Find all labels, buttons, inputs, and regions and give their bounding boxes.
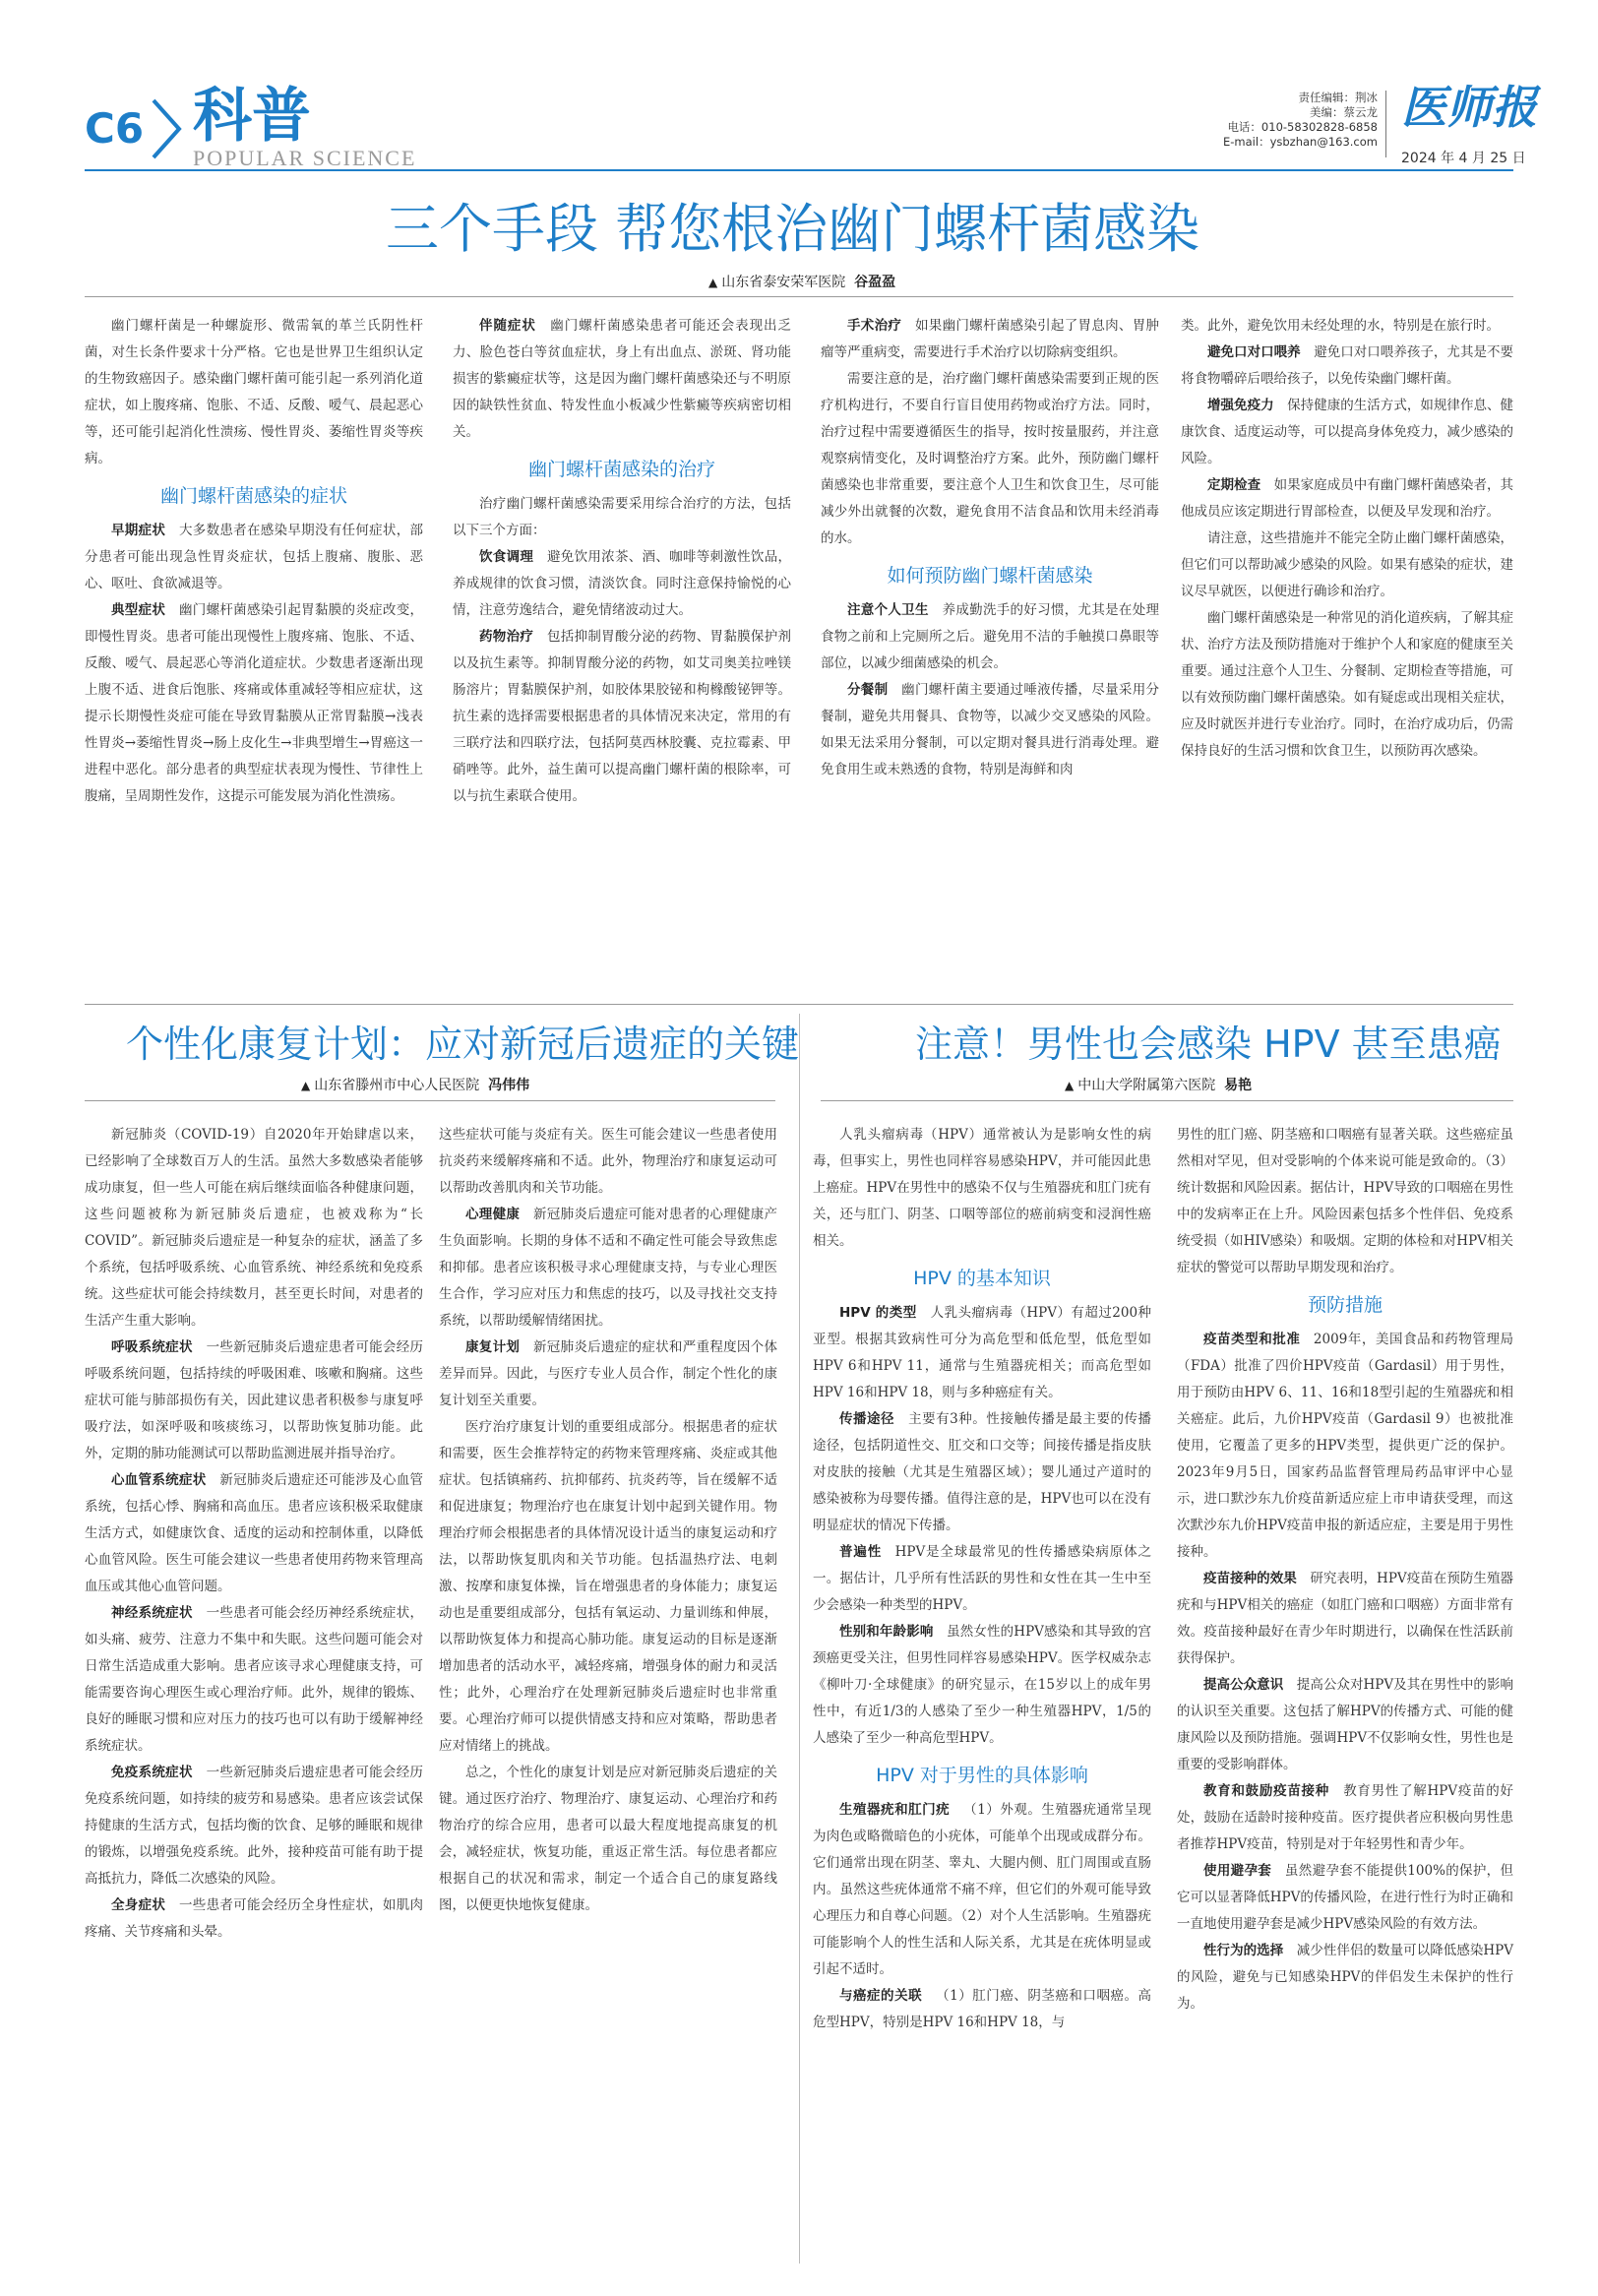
paragraph-text: 需要注意的是，治疗幽门螺杆菌感染需要到正规的医疗机构进行，不要自行盲目使用药物或治疗方法。同时，治疗过程中需要遵循医生的指导，按时按量服药，并注意观察病情变化，及时调整治疗方案。此外，预防幽门螺杆菌感染也非常重要，要注意个人卫生和饮食卫生，尽可能减少外出就餐的次数，避免食用不洁食品和饮用未经消毒的水。 [821,371,1159,546]
paragraph [439,1122,777,1202]
editor-contacts [1208,91,1378,150]
article-column [821,313,1159,783]
article-title: 三个手段 帮您根治幽门螺杆菌感染 [386,198,1200,260]
paragraph [1177,1672,1513,1778]
paragraph [1181,472,1513,526]
paragraph-lead: 增强免疫力 [1207,398,1274,413]
article-title: 个性化康复计划：应对新冠后遗症的关键 [126,1023,800,1066]
paragraph-lead: 呼吸系统症状 [111,1339,193,1355]
section-heading: HPV 对于男性的具体影响 [876,1765,1088,1786]
paragraph [85,1760,423,1893]
paragraph [813,1122,1151,1255]
byline-org: 中山大学附属第六医院 [1077,1078,1216,1093]
header-rule [85,169,1513,171]
paragraph-text: 减少性伴侣的数量可以降低感染HPV的风险，避免与已知感染HPV的伴侣发生未保护的性行为。 [1177,1943,1514,2012]
paragraph [453,313,791,446]
byline-marker: ▲ [1065,1079,1075,1092]
page-number: C6 [85,104,145,153]
paragraph-lead: 伴随症状 [479,318,536,334]
paragraph-text: 新冠肺炎后遗症的症状和严重程度因个体差异而异。因此，与医疗专业人员合作，制定个性化的康复计划至关重要。 [439,1339,778,1408]
contact-line: 美编：蔡云龙 [1310,105,1378,119]
paragraph-lead: 与癌症的关联 [839,1988,923,2004]
paragraph [1181,526,1513,605]
paragraph-text: 教育男性了解HPV疫苗的好处，鼓励在适龄时接种疫苗。医疗提供者应积极向男性患者推荐HPV疫苗，特别是对于年轻男性和青少年。 [1177,1783,1514,1852]
article-column [85,1122,423,1946]
paragraph [85,518,423,597]
paragraph-text: 包括抑制胃酸分泌的药物、胃黏膜保护剂以及抗生素等。抑制胃酸分泌的药物，如艾司奥美拉唑镁肠溶片；胃黏膜保护剂，如胶体果胶铋和枸橼酸铋钾等。抗生素的选择需要根据患者的具体情况来决定，常用的有三联疗法和四联疗法，包括阿莫西林胶囊、克拉霉素、甲硝唑等。此外，益生菌可以提高幽门螺杆菌的根除率，可以与抗生素联合使用。 [453,629,792,804]
paragraph-lead: 疫苗类型和批准 [1203,1332,1301,1347]
section-heading: 预防措施 [1307,1294,1383,1316]
paragraph-lead: HPV 的类型 [839,1305,917,1321]
paragraph-text: 请注意，这些措施并不能完全防止幽门螺杆菌感染，但它们可以帮助减少感染的风险。如果有感染的症状，建议尽早就医，以便进行确诊和治疗。 [1181,530,1513,599]
paragraph-text: 虽然女性的HPV感染和其导致的宫颈癌更受关注，但男性同样容易感染HPV。医学权威杂志《柳叶刀·全球健康》的研究显示，在15岁以上的成年男性中，有近1/3的人感染了至少一种生殖器HPV，1/5的人感染了至少一种高危型HPV。 [813,1624,1152,1746]
byline [301,1075,529,1094]
article-column [1181,313,1513,765]
paragraph-text: 幽门螺杆菌感染是一种常见的消化道疾病，了解其症状、治疗方法及预防措施对于维护个人和家庭的健康至关重要。通过注意个人卫生、分餐制、定期检查等措施，可以有效预防幽门螺杆菌感染。如有疑虑或出现相关症状，应及时就医并进行专业治疗。同时，在治疗成功后，仍需保持良好的生活习惯和饮食卫生，以预防再次感染。 [1181,610,1513,759]
article-title: 注意！男性也会感染 HPV 甚至患癌 [915,1023,1502,1066]
section-rule [85,1004,1513,1005]
paragraph-text: 幽门螺杆菌主要通过唾液传播，尽量采用分餐制，避免共用餐具、食物等，以减少交叉感染的风险。如果无法采用分餐制，可以定期对餐具进行消毒处理。避免食用生或未熟透的食物，特别是海鲜和肉 [821,682,1160,777]
paragraph-text: 新冠肺炎后遗症还可能涉及心血管系统，包括心悸、胸痛和高血压。患者应该积极采取健康生活方式，如健康饮食、适度的运动和控制体重，以降低心血管风险。医生可能会建议一些患者使用药物来管理高血压或其他心血管问题。 [85,1472,424,1594]
section-heading: 幽门螺杆菌感染的症状 [159,485,347,507]
paragraph-text: 避免口对口喂养孩子，尤其是不要将食物嚼碎后喂给孩子，以免传染幽门螺杆菌。 [1181,344,1514,387]
paragraph-text: 新冠肺炎（COVID-19）自2020年开始肆虐以来，已经影响了全球数百万人的生活。虽然大多数感染者能够成功康复，但一些人可能在病后继续面临各种健康问题，这些问题被称为新冠肺炎后遗症，也被戏称为“长COVID”。新冠肺炎后遗症是一种复杂的症状，涵盖了多个系统，包括呼吸系统、心血管系统、神经系统和免疫系统。这些症状可能会持续数月，甚至更长时间，对患者的生活产生重大影响。 [85,1127,423,1329]
paragraph [821,366,1159,552]
paragraph-text: HPV是全球最常见的性传播感染病原体之一。据估计，几乎所有性活跃的男性和女性在其一生中至少会感染一种类型的HPV。 [813,1544,1152,1613]
column-divider [799,1014,800,2264]
paragraph-lead: 早期症状 [111,523,166,538]
newspaper-logo: 医师报 [1401,81,1537,134]
byline [1065,1075,1252,1094]
paragraph-lead: 传播途径 [839,1411,895,1427]
paragraph [85,1893,423,1946]
article-column [813,1122,1151,2036]
paragraph-lead: 提高公众意识 [1203,1677,1284,1693]
byline-marker: ▲ [301,1079,311,1092]
paragraph [813,1300,1151,1406]
paragraph [453,491,791,544]
section-title: 科普 [193,82,311,151]
article-column [85,313,423,810]
paragraph [439,1202,777,1334]
paragraph [85,313,423,472]
paragraph-lead: 药物治疗 [479,629,534,645]
paragraph [1177,1858,1513,1938]
paragraph-lead: 心血管系统症状 [111,1472,207,1488]
paragraph-text: 一些患者可能会经历全身性症状，如肌肉疼痛、关节疼痛和头晕。 [85,1897,424,1940]
paragraph-text: 幽门螺杆菌感染引起胃黏膜的炎症改变，即慢性胃炎。患者可能出现慢性上腹疼痛、饱胀、不适、反酸、嗳气、晨起恶心等消化道症状。少数患者逐渐出现上腹不适、进食后饱胀、疼痛或体重减轻等相应症状，这提示长期慢性炎症可能在导致胃黏膜从正常胃黏膜→浅表性胃炎→萎缩性胃炎→肠上皮化生→非典型增生→胃癌这一进程中恶化。部分患者的典型症状表现为慢性、节律性上腹痛，呈周期性发作，这提示可能发展为消化性溃疡。 [85,602,424,804]
paragraph-lead: 避免口对口喂养 [1207,344,1301,360]
paragraph [813,1983,1151,2036]
paragraph-text: 提高公众对HPV及其在男性中的影响的认识至关重要。这包括了解HPV的传播方式、可能的健康风险以及预防措施。强调HPV不仅影响女性，男性也是重要的受影响群体。 [1177,1677,1514,1772]
paragraph-text: 医疗治疗康复计划的重要组成部分。根据患者的症状和需要，医生会推荐特定的药物来管理疼痛、炎症或其他症状。包括镇痛药、抗抑郁药、抗炎药等，旨在缓解不适和促进康复；物理治疗也在康复计划中起到关键作用。物理治疗师会根据患者的具体情况设计适当的康复运动和疗法，以帮助恢复肌肉和关节功能。包括温热疗法、电刺激、按摩和康复体操，旨在增强患者的身体能力；康复运动也是重要组成部分，包括有氧运动、力量训练和伸展，以帮助恢复体力和提高心肺功能。康复运动的目标是逐渐增加患者的活动水平，减轻疼痛，增强身体的耐力和灵活性；此外，心理治疗在处理新冠肺炎后遗症时也非常重要。心理治疗师可以提供情感支持和应对策略，帮助患者应对情绪上的挑战。 [439,1419,777,1754]
paragraph-lead: 心理健康 [465,1207,521,1222]
paragraph-text: 2009年，美国食品和药物管理局（FDA）批准了四价HPV疫苗（Gardasil）用于男性，用于预防由HPV 6、11、16和18型引起的生殖器疣和相关癌症。此后，九价HPV疫苗（Gardasil 9）也被批准使用，它覆盖了更多的HPV类型，提供更广泛的保护。2023年9月5日，国家药品监督管理局药品审评中心显示，进口默沙东九价疫苗新适应症上市申请获受理，而这次默沙东九价HPV疫苗申报的新适应症，主要是用于男性接种。 [1177,1332,1513,1560]
paragraph [85,1600,423,1760]
paragraph [439,1414,777,1760]
paragraph [85,1334,423,1467]
byline-org: 山东省泰安荣军医院 [721,275,846,290]
paragraph-text: 大多数患者在感染早期没有任何症状，部分患者可能出现急性胃炎症状，包括上腹痛、腹胀、恶心、呕吐、食欲减退等。 [85,523,424,591]
article-column [439,1122,777,1919]
publication-date: 2024 年 4 月 25 日 [1401,151,1526,166]
paragraph-lead: 典型症状 [111,602,166,618]
paragraph-text: 幽门螺杆菌是一种螺旋形、微需氧的革兰氏阴性杆菌，对生长条件要求十分严格。它也是世界卫生组织认定的生物致癌因子。感染幽门螺杆菌可能引起一系列消化道症状，如上腹疼痛、饱胀、不适、反酸、嗳气、晨起恶心等，还可能引起消化性溃疡、慢性胃炎、萎缩性胃炎等疾病。 [85,318,423,466]
paragraph-text: 养成勤洗手的好习惯，尤其是在处理食物之前和上完厕所之后。避免用不洁的手触摸口鼻眼等部位，以减少细菌感染的机会。 [821,602,1160,671]
paragraph-text: 治疗幽门螺杆菌感染需要采用综合治疗的方法，包括以下三个方面： [453,496,791,538]
paragraph [813,1797,1151,1983]
paragraph-lead: 使用避孕套 [1203,1863,1272,1879]
paragraph-lead: 定期检查 [1207,477,1261,493]
header-divider [1385,91,1386,157]
paragraph-text: 类。此外，避免饮用未经处理的水，特别是在旅行时。 [1181,318,1500,334]
paragraph-text: 幽门螺杆菌感染患者可能还会表现出乏力、脸色苍白等贫血症状，身上有出血点、淤斑、肾功能损害的紫癜症状等，这是因为幽门螺杆菌感染还与不明原因的缺铁性贫血、特发性血小板减少性紫癜等疾病密切相关。 [453,318,792,440]
paragraph [813,1539,1151,1619]
paragraph-text: 男性的肛门癌、阴茎癌和口咽癌有显著关联。这些癌症虽然相对罕见，但对受影响的个体来说可能是致命的。（3）统计数据和风险因素。据估计，HPV导致的口咽癌在男性中的发病率正在上升。风险因素包括多个性伴侣、免疫系统受损（如HIV感染）和吸烟。定期的体检和对HPV相关症状的警觉可以帮助早期发现和治疗。 [1177,1127,1513,1275]
article-column [453,313,791,810]
byline-author: 易艳 [1224,1078,1253,1093]
section-heading: HPV 的基本知识 [913,1268,1051,1289]
paragraph [453,624,791,810]
paragraph-lead: 注意个人卫生 [847,602,929,618]
contact-line: E-mail：ysbzhan@163.com [1223,135,1378,149]
byline-rule [85,1100,775,1101]
paragraph-text: （1）肛门癌、阴茎癌和口咽癌。高危型HPV，特别是HPV 16和HPV 18，与 [813,1988,1152,2030]
section-heading: 幽门螺杆菌感染的治疗 [527,459,715,480]
paragraph [439,1760,777,1919]
paragraph-lead: 全身症状 [111,1897,166,1913]
paragraph [85,597,423,810]
paragraph [1177,1327,1513,1566]
paragraph [1181,605,1513,765]
paragraph-text: 一些患者可能会经历神经系统症状，如头痛、疲劳、注意力不集中和失眠。这些问题可能会对日常生活造成重大影响。患者应该寻求心理健康支持，可能需要咨询心理医生或心理治疗师。此外，规律的锻炼、良好的睡眠习惯和应对压力的技巧也可以有助于缓解神经系统症状。 [85,1605,424,1754]
paragraph-text: 人乳头瘤病毒（HPV）通常被认为是影响女性的病毒，但事实上，男性也同样容易感染HPV，并可能因此患上癌症。HPV在男性中的感染不仅与生殖器疣和肛门疣有关，还与肛门、阴茎、口咽等部位的癌前病变和浸润性癌相关。 [813,1127,1151,1249]
paragraph-lead: 手术治疗 [847,318,902,334]
paragraph-lead: 神经系统症状 [111,1605,193,1621]
paragraph-lead: 免疫系统症状 [111,1765,193,1780]
paragraph-text: 一些新冠肺炎后遗症患者可能会经历免疫系统问题，如持续的疲劳和易感染。患者应该尝试保持健康的生活方式，包括均衡的饮食、足够的睡眠和规律的锻炼，以增强免疫系统。此外，接种疫苗可能有助于提高抵抗力，降低二次感染的风险。 [85,1765,424,1887]
section-heading: 如何预防幽门螺杆菌感染 [887,565,1093,587]
paragraph-text: 虽然避孕套不能提供100%的保护，但它可以显著降低HPV的传播风险，在进行性行为时正确和一直地使用避孕套是减少HPV感染风险的有效方法。 [1177,1863,1513,1932]
paragraph [813,1406,1151,1539]
paragraph-text: 保持健康的生活方式，如规律作息、健康饮食、适度运动等，可以提高身体免疫力，减少感染的风险。 [1181,398,1514,466]
paragraph-text: 主要有3种。性接触传播是最主要的传播途径，包括阴道性交、肛交和口交等；间接传播是指皮肤对皮肤的接触（尤其是生殖器区域）；婴儿通过产道时的感染被称为母婴传播。值得注意的是，HPV也可以在没有明显症状的情况下传播。 [813,1411,1151,1533]
paragraph-lead: 性别和年龄影响 [839,1624,934,1640]
paragraph [1181,393,1513,472]
byline-org: 山东省滕州市中心人民医院 [314,1078,480,1093]
paragraph-text: 一些新冠肺炎后遗症患者可能会经历呼吸系统问题，包括持续的呼吸困难、咳嗽和胸痛。这些症状可能与肺部损伤有关，因此建议患者积极参与康复呼吸疗法，如深呼吸和咳痰练习，以帮助恢复肺功能。此外，定期的肺功能测试可以帮助监测进展并指导治疗。 [85,1339,424,1461]
paragraph-lead: 分餐制 [847,682,889,698]
paragraph [85,1122,423,1334]
chevron-right-icon [148,94,187,163]
paragraph [821,677,1159,783]
paragraph [1177,1938,1513,2017]
contact-line: 责任编辑：荆冰 [1298,91,1378,104]
byline [708,272,895,291]
paragraph-text: （1）外观。生殖器疣通常呈现为肉色或略微暗色的小疣体，可能单个出现或成群分布。它们通常出现在阴茎、睾丸、大腿内侧、肛门周围或直肠内。虽然这些疣体通常不痛不痒，但它们的外观可能导致心理压力和自尊心问题。（2）对个人生活影响。生殖器疣可能影响个人的性生活和人际关系，尤其是在疣体明显或引起不适时。 [813,1802,1152,1977]
paragraph [1181,340,1513,393]
paragraph-lead: 教育和鼓励疫苗接种 [1203,1783,1329,1799]
paragraph-text: 如果幽门螺杆菌感染引起了胃息肉、胃肿瘤等严重病变，需要进行手术治疗以切除病变组织。 [821,318,1160,360]
byline-author: 谷盈盈 [854,275,896,290]
paragraph [1181,313,1513,340]
paragraph-lead: 饮食调理 [479,549,534,565]
paragraph [821,313,1159,366]
paragraph [1177,1122,1513,1281]
section-subtitle: POPULAR SCIENCE [193,146,417,170]
paragraph-text: 总之，个性化的康复计划是应对新冠肺炎后遗症的关键。通过医疗治疗、物理治疗、康复运动、心理治疗和药物治疗的综合应用，患者可以最大程度地提高康复的机会，减轻症状，恢复功能，重返正常生活。每位患者都应根据自己的状况和需求，制定一个适合自己的康复路线图，以便更快地恢复健康。 [439,1765,777,1913]
paragraph [439,1334,777,1414]
paragraph-lead: 生殖器疣和肛门疣 [839,1802,951,1818]
paragraph-text: 研究表明，HPV疫苗在预防生殖器疣和与HPV相关的癌症（如肛门癌和口咽癌）方面非常有效。疫苗接种最好在青少年时期进行，以确保在性活跃前获得保护。 [1177,1571,1513,1666]
paragraph-lead: 疫苗接种的效果 [1203,1571,1297,1586]
paragraph-lead: 性行为的选择 [1203,1943,1284,1958]
paragraph [1177,1778,1513,1858]
paragraph-text: 这些症状可能与炎症有关。医生可能会建议一些患者使用抗炎药来缓解疼痛和不适。此外，物理治疗和康复运动可以帮助改善肌肉和关节功能。 [439,1127,777,1196]
paragraph-lead: 康复计划 [465,1339,521,1355]
paragraph [1177,1566,1513,1672]
paragraph [85,1467,423,1600]
paragraph-text: 人乳头瘤病毒（HPV）有超过200种亚型。根据其致病性可分为高危型和低危型，低危型如HPV 6和HPV 11，通常与生殖器疣相关；而高危型如HPV 16和HPV 18，则与多种癌症有关。 [813,1305,1152,1400]
byline-marker: ▲ [708,276,718,289]
paragraph [813,1619,1151,1752]
paragraph-text: 新冠肺炎后遗症可能对患者的心理健康产生负面影响。长期的身体不适和不确定性可能会导致焦虑和抑郁。患者应该积极寻求心理健康支持，与专业心理医生合作，学习应对压力和焦虑的技巧，以及寻找社交支持系统，以帮助缓解情绪困扰。 [439,1207,778,1329]
byline-author: 冯伟伟 [488,1078,530,1093]
contact-line: 电话：010-58302828-6858 [1227,120,1378,134]
paragraph-text: 如果家庭成员中有幽门螺杆菌感染者，其他成员应该定期进行胃部检查，以便及早发现和治疗。 [1181,477,1514,520]
article-column [1177,1122,1513,2017]
paragraph-lead: 普遍性 [839,1544,883,1560]
paragraph [453,544,791,624]
byline-rule [85,296,1513,297]
byline-rule [821,1100,1513,1101]
paragraph [821,597,1159,677]
paragraph-text: 避免饮用浓茶、酒、咖啡等刺激性饮品，养成规律的饮食习惯，清淡饮食。同时注意保持愉悦的心情，注意劳逸结合，避免情绪波动过大。 [453,549,792,618]
